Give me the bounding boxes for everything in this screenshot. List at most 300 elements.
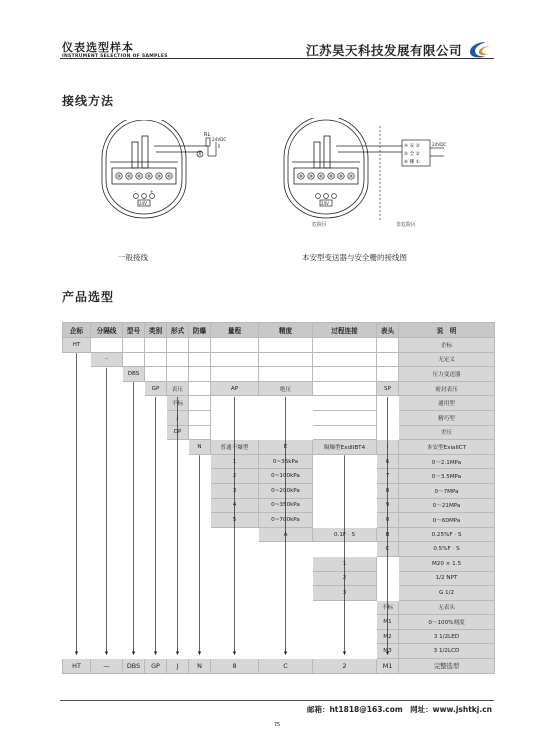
barrier-terminal-row: ⑥ 栅 ① — [404, 160, 420, 165]
code-cell — [145, 440, 167, 455]
column-header: 形式 — [167, 323, 189, 338]
code-cell — [123, 381, 145, 396]
code-cell: 4 — [211, 498, 259, 513]
code-cell — [63, 586, 91, 601]
code-cell — [259, 644, 313, 659]
result-cell: GP — [145, 659, 167, 674]
description-cell: 0.5%F · S — [399, 542, 495, 557]
code-cell — [123, 483, 145, 498]
code-cell — [145, 367, 167, 382]
code-cell — [167, 352, 189, 367]
code-cell — [123, 469, 145, 484]
code-cell — [313, 542, 377, 557]
code-cell — [377, 571, 399, 586]
code-cell — [145, 527, 167, 542]
code-cell — [123, 454, 145, 469]
table-row — [63, 367, 495, 382]
description-cell: 0～21MPa — [399, 498, 495, 513]
table-row — [63, 352, 495, 367]
result-cell: J — [167, 659, 189, 674]
code-cell — [189, 338, 211, 353]
description-cell: 1/2 NPT — [399, 571, 495, 586]
code-cell — [91, 498, 123, 513]
code-cell — [91, 338, 123, 353]
code-cell — [189, 571, 211, 586]
code-cell — [123, 615, 145, 630]
code-cell: B — [377, 527, 399, 542]
ammeter-icon: A — [198, 152, 202, 157]
code-cell — [189, 586, 211, 601]
code-cell — [189, 410, 211, 425]
code-cell — [189, 629, 211, 644]
code-cell — [63, 367, 91, 382]
code-cell — [63, 556, 91, 571]
table-row — [63, 410, 495, 425]
code-cell: M3 — [377, 644, 399, 659]
column-header: 防爆 — [189, 323, 211, 338]
code-cell — [123, 571, 145, 586]
code-cell: 绝压 — [259, 381, 313, 396]
code-cell: SP — [377, 381, 399, 396]
code-cell — [167, 586, 189, 601]
code-cell — [211, 542, 259, 557]
code-cell — [259, 615, 313, 630]
code-cell — [123, 600, 145, 615]
header-title: 仪表选型样本 — [62, 41, 134, 54]
code-cell — [91, 586, 123, 601]
code-cell: 普通不爆型 — [211, 440, 259, 455]
code-cell: J — [167, 410, 189, 425]
code-cell: 0~700kPa — [259, 513, 313, 528]
code-cell — [63, 396, 91, 411]
code-cell — [63, 425, 91, 440]
code-cell — [145, 600, 167, 615]
code-cell — [167, 600, 189, 615]
code-cell: 0~35kPa — [259, 454, 313, 469]
code-cell — [167, 483, 189, 498]
description-cell: 0～100%刻度 — [399, 615, 495, 630]
code-cell — [63, 571, 91, 586]
code-cell — [211, 410, 259, 425]
code-cell — [377, 425, 399, 440]
code-cell — [63, 381, 91, 396]
table-row — [63, 527, 495, 542]
table-row — [63, 396, 495, 411]
code-cell — [189, 556, 211, 571]
barrier-terminal-row: ④ 安 ③ — [404, 144, 420, 149]
code-cell — [145, 556, 167, 571]
code-cell — [211, 396, 259, 411]
code-cell — [259, 396, 313, 411]
header-subtitle: INSTRUMENT SELECTION OF SAMPLES — [62, 54, 168, 59]
code-cell: 隔爆型ExdIIBT4 — [313, 440, 377, 455]
code-cell: DP — [167, 425, 189, 440]
d2-vdc-label: 24VDC — [432, 142, 447, 147]
code-cell — [63, 498, 91, 513]
code-cell: N — [189, 440, 211, 455]
code-cell — [63, 615, 91, 630]
code-cell — [91, 542, 123, 557]
table-header-row — [63, 323, 495, 338]
code-cell — [123, 542, 145, 557]
code-cell: E — [259, 440, 313, 455]
code-cell — [145, 542, 167, 557]
selection-table — [62, 322, 495, 674]
description-cell: 差压 — [399, 425, 495, 440]
code-cell: 不标 — [377, 600, 399, 615]
rl-label: RL — [204, 132, 211, 138]
code-cell: 5 — [211, 513, 259, 528]
code-cell — [91, 454, 123, 469]
code-cell: M2 — [377, 629, 399, 644]
code-cell — [189, 469, 211, 484]
column-header: 类别 — [145, 323, 167, 338]
code-cell — [259, 571, 313, 586]
table-row — [63, 629, 495, 644]
code-cell — [123, 513, 145, 528]
code-cell — [259, 338, 313, 353]
code-cell: C — [377, 542, 399, 557]
description-cell: 3 1/2LCD — [399, 644, 495, 659]
code-cell — [167, 454, 189, 469]
column-header: 表头 — [377, 323, 399, 338]
code-cell: 8 — [377, 483, 399, 498]
code-cell — [167, 542, 189, 557]
code-cell — [211, 338, 259, 353]
code-cell — [167, 513, 189, 528]
code-cell — [167, 615, 189, 630]
code-cell — [259, 352, 313, 367]
code-cell: 1 — [313, 556, 377, 571]
code-cell — [167, 571, 189, 586]
description-cell: 无定义 — [399, 352, 495, 367]
code-cell — [313, 513, 377, 528]
result-cell: 完整选型 — [399, 659, 495, 674]
result-cell: C — [259, 659, 313, 674]
description-cell: 通用型 — [399, 396, 495, 411]
code-cell — [145, 469, 167, 484]
code-cell: 3 — [211, 483, 259, 498]
code-cell — [123, 629, 145, 644]
description-cell: 0～2.1MPa — [399, 454, 495, 469]
code-cell — [377, 396, 399, 411]
code-cell — [91, 410, 123, 425]
d2-24v-label: 24V — [321, 201, 329, 206]
code-cell: 不标 — [167, 396, 189, 411]
code-cell — [377, 586, 399, 601]
result-cell: DBS — [123, 659, 145, 674]
hazard-zone-label: 危险区 — [312, 222, 328, 228]
swoosh-logo-icon — [466, 40, 492, 60]
code-cell — [259, 629, 313, 644]
code-cell — [63, 527, 91, 542]
code-cell — [123, 586, 145, 601]
footer-contact: 邮箱：ht1818@163.com 网址：www.jshtkj.cn — [306, 705, 492, 714]
column-header: 说 明 — [399, 323, 495, 338]
table-row — [63, 615, 495, 630]
code-cell — [189, 483, 211, 498]
code-cell — [313, 454, 377, 469]
code-cell — [145, 454, 167, 469]
code-cell — [145, 586, 167, 601]
code-cell — [189, 396, 211, 411]
description-cell: G 1/2 — [399, 586, 495, 601]
description-cell: 0～60MPa — [399, 513, 495, 528]
table-row — [63, 586, 495, 601]
code-cell — [313, 483, 377, 498]
code-cell — [313, 352, 377, 367]
code-cell — [189, 425, 211, 440]
code-cell — [145, 513, 167, 528]
code-cell — [145, 615, 167, 630]
code-cell: – — [91, 352, 123, 367]
description-cell: 企标 — [399, 338, 495, 353]
code-cell — [313, 381, 377, 396]
code-cell: 1 — [211, 454, 259, 469]
code-cell — [91, 527, 123, 542]
code-cell: 0~350kPa — [259, 498, 313, 513]
code-cell — [91, 556, 123, 571]
caption-safety: 本安型变送器与安全栅的接线图 — [302, 253, 407, 262]
code-cell — [167, 498, 189, 513]
code-cell — [123, 498, 145, 513]
code-cell — [63, 600, 91, 615]
safe-zone-label: 非危险区 — [396, 222, 417, 228]
code-cell — [189, 644, 211, 659]
code-cell — [189, 542, 211, 557]
result-cell: N — [189, 659, 211, 674]
code-cell — [259, 410, 313, 425]
code-cell — [123, 527, 145, 542]
code-cell — [189, 498, 211, 513]
code-cell: 0~100kPa — [259, 469, 313, 484]
code-cell — [189, 381, 211, 396]
code-cell: 0 — [377, 513, 399, 528]
code-cell — [313, 410, 377, 425]
code-cell — [91, 469, 123, 484]
code-cell — [145, 571, 167, 586]
code-cell — [63, 410, 91, 425]
code-cell — [211, 644, 259, 659]
code-cell — [189, 367, 211, 382]
general-wiring-diagram — [98, 120, 236, 220]
code-cell — [259, 425, 313, 440]
code-cell — [145, 644, 167, 659]
column-header: 精度 — [259, 323, 313, 338]
table-row — [63, 571, 495, 586]
code-cell: DBS — [123, 367, 145, 382]
code-cell — [91, 513, 123, 528]
code-cell — [313, 615, 377, 630]
header-company-block — [306, 40, 492, 60]
column-header: 型号 — [123, 323, 145, 338]
code-cell — [189, 513, 211, 528]
code-cell — [313, 644, 377, 659]
code-cell — [313, 367, 377, 382]
column-header: 量程 — [211, 323, 259, 338]
code-cell — [123, 396, 145, 411]
code-cell — [313, 498, 377, 513]
header-divider — [60, 58, 494, 59]
code-cell — [145, 410, 167, 425]
code-cell: A — [259, 527, 313, 542]
code-cell — [211, 556, 259, 571]
code-cell — [211, 629, 259, 644]
column-header: 企标 — [63, 323, 91, 338]
code-cell — [123, 644, 145, 659]
code-cell — [189, 615, 211, 630]
code-cell — [91, 644, 123, 659]
code-cell — [211, 527, 259, 542]
code-cell — [211, 367, 259, 382]
code-cell — [167, 644, 189, 659]
code-cell: 9 — [377, 498, 399, 513]
code-cell: AP — [211, 381, 259, 396]
description-cell: 密封表压 — [399, 381, 495, 396]
code-cell — [189, 352, 211, 367]
code-cell — [91, 615, 123, 630]
code-cell — [63, 352, 91, 367]
description-cell: 0.25%F · S — [399, 527, 495, 542]
description-cell: M20 × 1.5 — [399, 556, 495, 571]
code-cell — [123, 410, 145, 425]
code-cell — [63, 454, 91, 469]
table-row — [63, 440, 495, 455]
code-cell — [167, 629, 189, 644]
code-cell — [167, 367, 189, 382]
code-cell: 0~200kPa — [259, 483, 313, 498]
code-cell — [211, 615, 259, 630]
code-cell — [211, 586, 259, 601]
table-row — [63, 338, 495, 353]
result-cell: HT — [63, 659, 91, 674]
code-cell — [145, 498, 167, 513]
code-cell: M1 — [377, 615, 399, 630]
code-cell: 0.1F · S — [313, 527, 377, 542]
table-row — [63, 483, 495, 498]
code-cell — [91, 396, 123, 411]
code-cell — [123, 352, 145, 367]
table-row — [63, 542, 495, 557]
code-cell — [123, 338, 145, 353]
code-cell — [63, 469, 91, 484]
footer-divider — [60, 700, 494, 701]
column-header: 过程连接 — [313, 323, 377, 338]
code-cell — [313, 396, 377, 411]
wiring-section-title: 接线方法 — [62, 94, 115, 108]
code-cell — [259, 586, 313, 601]
selection-section-title: 产品选型 — [62, 290, 115, 304]
code-cell — [167, 338, 189, 353]
table-row — [63, 556, 495, 571]
description-cell: 压力变送器 — [399, 367, 495, 382]
code-cell — [259, 542, 313, 557]
table-row — [63, 513, 495, 528]
code-cell — [313, 425, 377, 440]
code-cell — [91, 483, 123, 498]
code-cell — [63, 513, 91, 528]
code-cell — [91, 425, 123, 440]
code-cell — [211, 425, 259, 440]
code-cell — [189, 527, 211, 542]
code-cell — [91, 440, 123, 455]
code-cell — [211, 352, 259, 367]
code-cell — [145, 352, 167, 367]
result-cell: M1 — [377, 659, 399, 674]
code-cell — [167, 556, 189, 571]
code-cell — [145, 483, 167, 498]
code-cell — [123, 425, 145, 440]
code-cell — [63, 644, 91, 659]
code-cell — [63, 483, 91, 498]
code-cell: 6 — [377, 454, 399, 469]
d1-minus-label: - — [134, 189, 136, 194]
code-cell: 2 — [211, 469, 259, 484]
caption-general: 一般接线 — [118, 253, 148, 262]
code-cell: 7 — [377, 469, 399, 484]
code-cell — [377, 556, 399, 571]
code-cell — [313, 469, 377, 484]
code-cell — [377, 338, 399, 353]
code-cell — [377, 352, 399, 367]
code-cell — [91, 381, 123, 396]
code-cell — [313, 629, 377, 644]
code-cell — [63, 629, 91, 644]
result-cell: — — [91, 659, 123, 674]
code-cell — [189, 454, 211, 469]
description-cell: 本安型ExiaIICT — [399, 440, 495, 455]
description-cell: 精巧型 — [399, 410, 495, 425]
table-row — [63, 498, 495, 513]
column-header: 分隔线 — [91, 323, 123, 338]
code-cell — [63, 542, 91, 557]
code-cell — [313, 600, 377, 615]
code-cell — [189, 600, 211, 615]
result-row — [63, 659, 495, 674]
d1-plus-label: + — [150, 189, 154, 194]
code-cell — [259, 556, 313, 571]
description-cell: 0～3.5MPa — [399, 469, 495, 484]
code-cell — [145, 425, 167, 440]
code-cell — [145, 396, 167, 411]
code-cell — [145, 629, 167, 644]
code-cell — [211, 571, 259, 586]
table-row — [63, 600, 495, 615]
table-row — [63, 469, 495, 484]
code-cell — [167, 469, 189, 484]
table-row — [63, 454, 495, 469]
code-cell — [91, 367, 123, 382]
code-cell — [167, 440, 189, 455]
code-cell — [63, 440, 91, 455]
result-cell: 2 — [313, 659, 377, 674]
code-cell — [259, 600, 313, 615]
code-cell: HT — [63, 338, 91, 353]
code-cell — [91, 600, 123, 615]
d1-24v-label: 24V — [139, 201, 147, 206]
description-cell: 3 1/2LED — [399, 629, 495, 644]
table-row — [63, 644, 495, 659]
table-row — [63, 381, 495, 396]
description-cell: 0～7MPa — [399, 483, 495, 498]
d1-vdc-label: 24VDC — [212, 137, 227, 142]
code-cell — [259, 367, 313, 382]
code-cell — [377, 410, 399, 425]
code-cell — [167, 527, 189, 542]
page-number: 75 — [273, 722, 281, 728]
code-cell — [211, 600, 259, 615]
code-cell — [145, 338, 167, 353]
